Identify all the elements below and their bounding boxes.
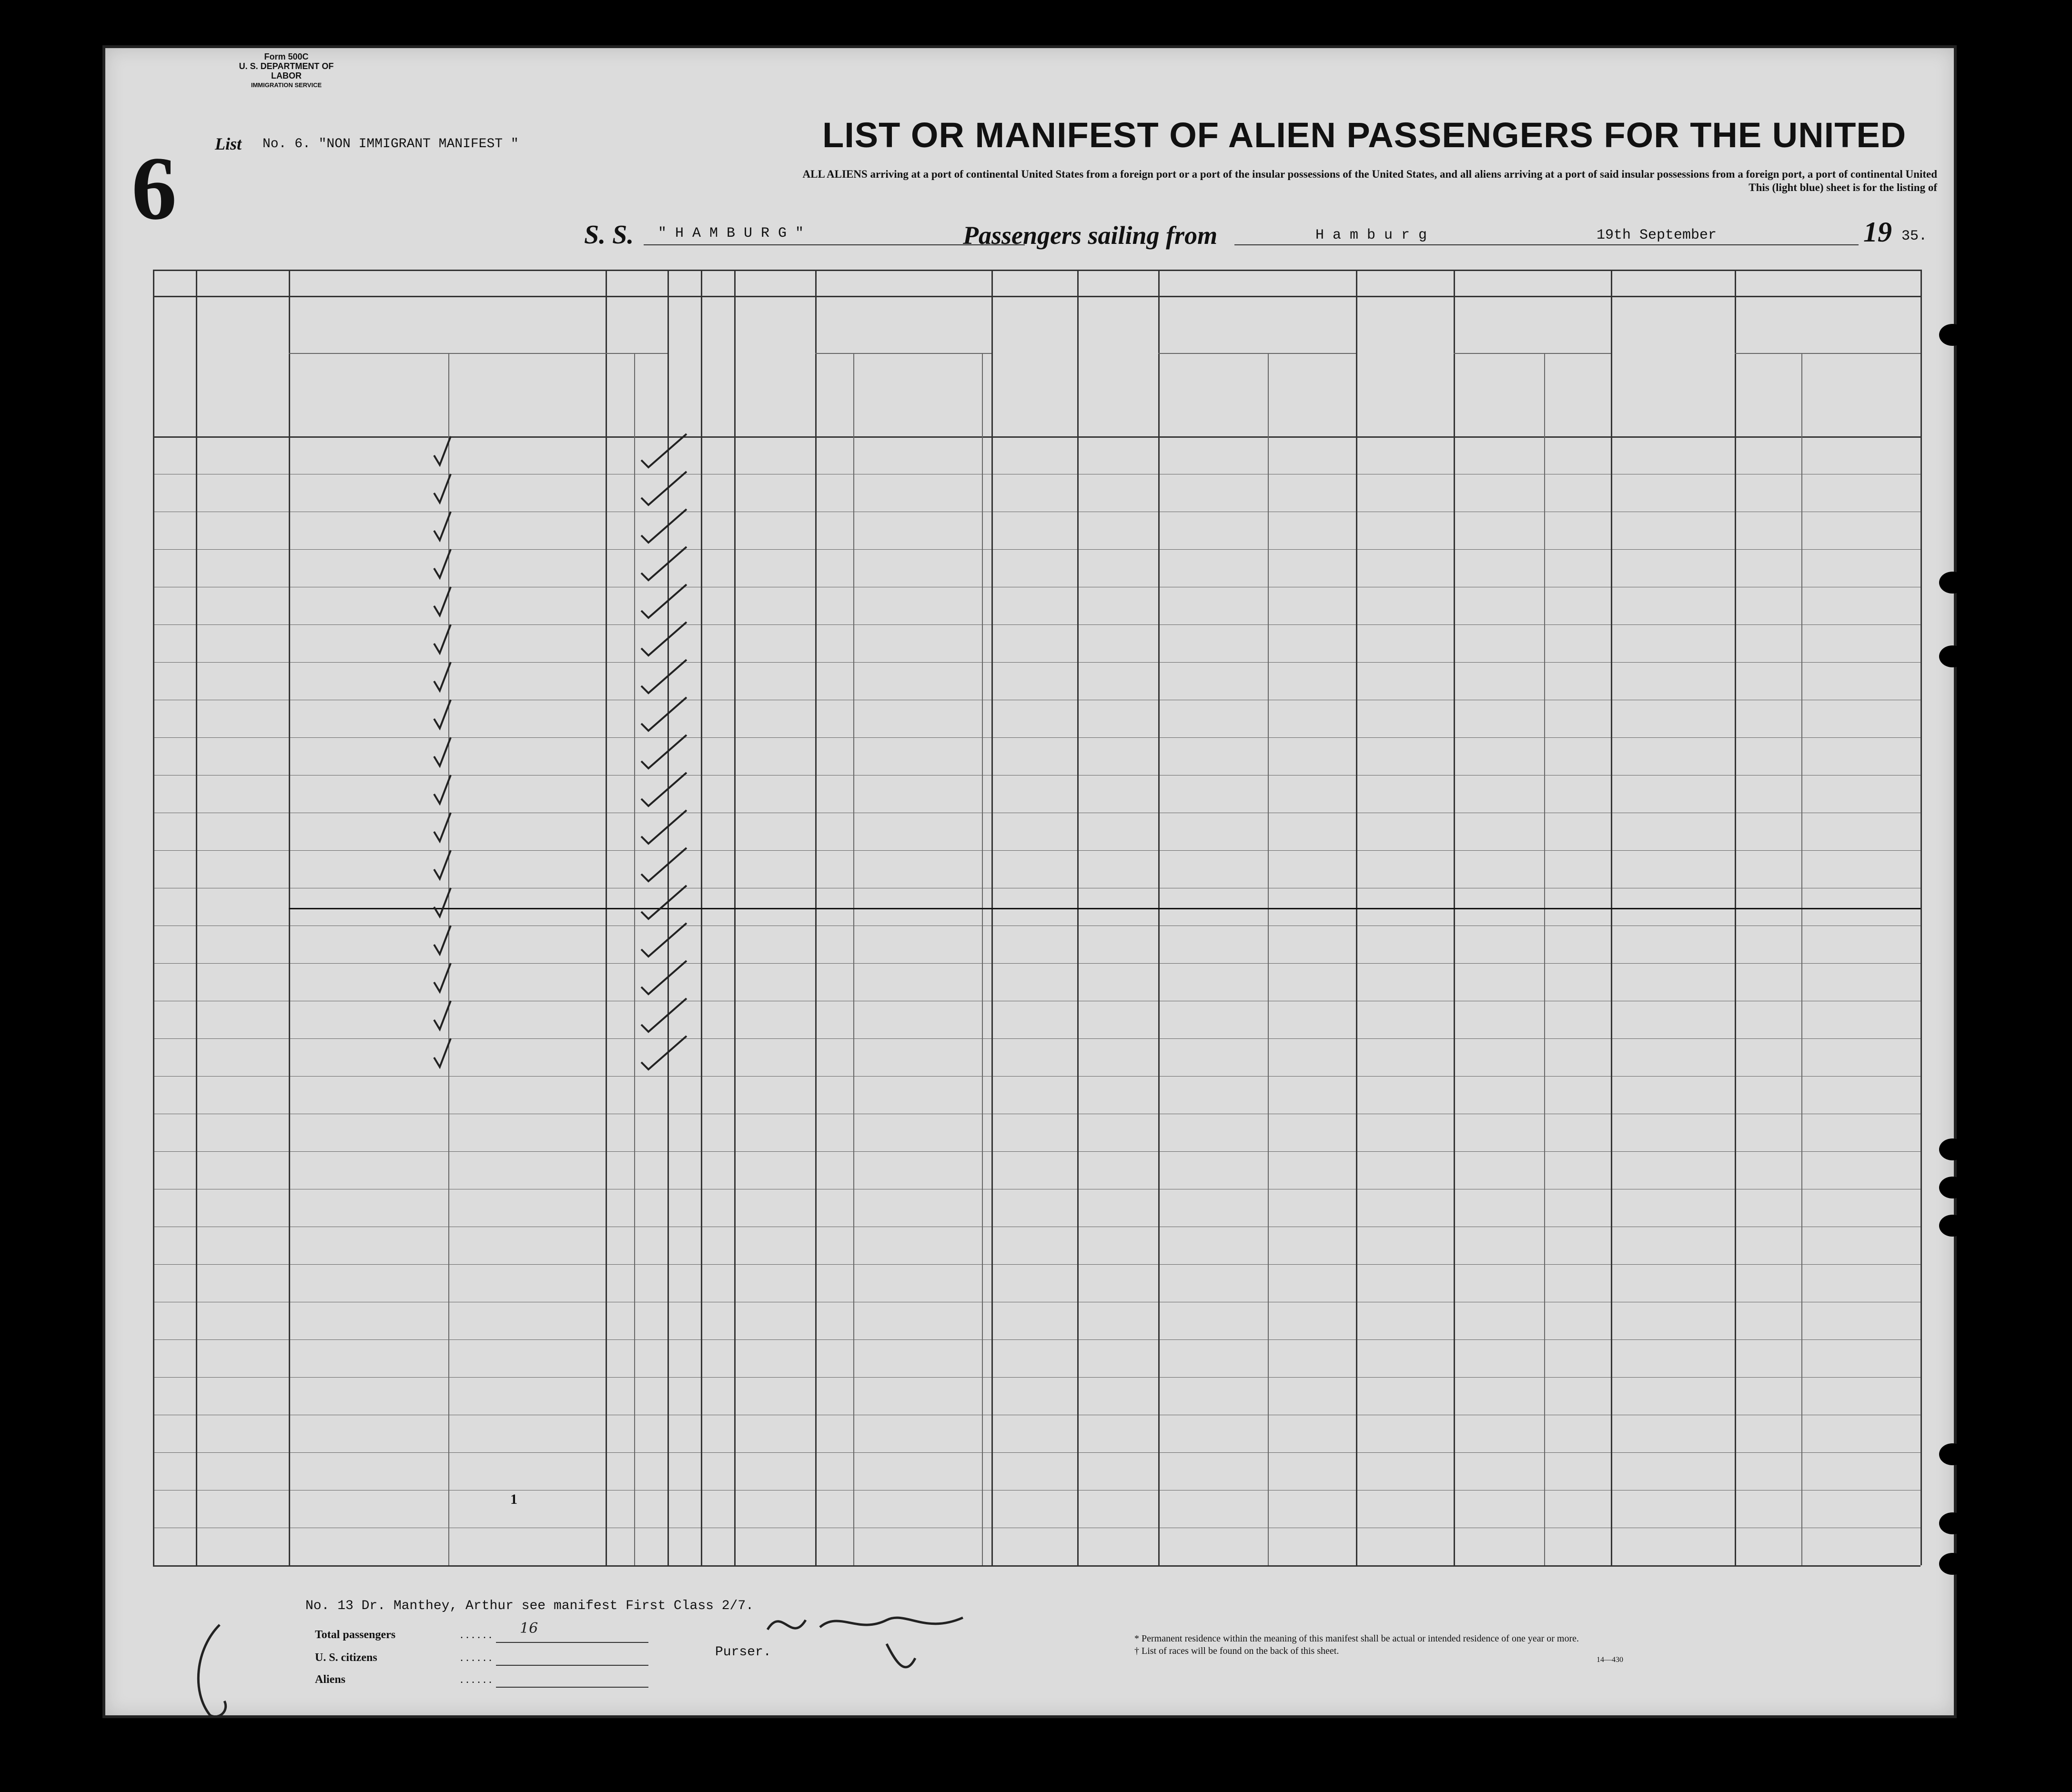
- row-line: [153, 1038, 1920, 1039]
- purser-label: Purser.: [715, 1645, 771, 1660]
- age-sub-line: [606, 353, 667, 354]
- binder-hole: [1939, 645, 1966, 667]
- list-text: No. 6. "NON IMMIGRANT MANIFEST ": [263, 137, 519, 151]
- column-line: [815, 270, 817, 1565]
- row-line: [153, 1339, 1920, 1340]
- column-line: [1356, 270, 1357, 1565]
- sailing-date: 19th September: [1597, 227, 1717, 243]
- margin-mark: [177, 1620, 253, 1725]
- form-header: [224, 52, 348, 90]
- residence-sub-line: [1735, 353, 1920, 354]
- manifest-sheet: Form 500C U. S. DEPARTMENT OF LABOR IMMIGRATION SERVICE 6 List No. 6. "NON IMMIGRANT MANIFEST " LIST OR MANIFEST OF ALIEN PASSENGERS FOR THE UNITED ALL ALIENS arriving at a port of continental United States from a foreign port or a port of the insular possessions of the United States, and all aliens arriving at a port of said insular possessions from a foreign port, a port of continental United This (light blue) sheet is for the listing of S. S. " H A M B U R G " Passengers sailing from H a m b u r g 19th September 19 35. No. 13 Dr. Manthey, Arthur see manifest First Class 2/7. Total passengers . . . . . . 16 U. S. citizens . . . . . . Aliens . . . . . . Purser. * Permanent residence within the meaning of this manifest shall be actual or intended residence of one year or more. † List of races will be found on the back of this sheet. 14—430 1: [102, 45, 1957, 1718]
- service: IMMIGRATION SERVICE: [251, 81, 322, 89]
- name-sub-line: [289, 353, 606, 354]
- year-suffix: 35.: [1901, 228, 1928, 244]
- column-line: [1611, 270, 1612, 1565]
- column-line: [606, 270, 607, 1565]
- port-name: H a m b u r g: [1315, 227, 1427, 243]
- footnote-2: † List of races will be found on the back of this sheet.: [1134, 1646, 1339, 1656]
- birth-sub-line: [1158, 353, 1356, 354]
- binder-hole: [1939, 1177, 1966, 1198]
- binder-hole: [1939, 1553, 1966, 1575]
- binder-hole: [1939, 1138, 1966, 1160]
- aliens-line: [496, 1687, 648, 1688]
- row-line: [153, 1452, 1920, 1453]
- subcolumn-line: [1801, 353, 1802, 1565]
- column-line: [1920, 270, 1922, 1565]
- form-code: 14—430: [1597, 1656, 1623, 1664]
- table-border: [153, 1565, 1920, 1567]
- table-border: [153, 270, 1920, 271]
- column-line: [991, 270, 993, 1565]
- total-line: [496, 1642, 648, 1643]
- subcolumn-line: [853, 353, 854, 1565]
- row-line: [153, 963, 1920, 964]
- column-line: [1077, 270, 1079, 1565]
- column-line: [196, 270, 197, 1565]
- issued-sub-line: [1454, 353, 1611, 354]
- subtitle-2: This (light blue) sheet is for the listing of: [1749, 181, 1937, 193]
- aliens-label: Aliens: [315, 1673, 346, 1686]
- column-line: [1454, 270, 1455, 1565]
- table-border: [153, 436, 1920, 438]
- us-citizens-label: U. S. citizens: [315, 1651, 377, 1664]
- list-label: List: [215, 134, 242, 153]
- row-line: [153, 737, 1920, 738]
- purser-signature: [763, 1601, 1011, 1687]
- row-line: [153, 1151, 1920, 1152]
- able-sub-line: [815, 353, 991, 354]
- total-passengers-label: Total passengers: [315, 1629, 396, 1641]
- binder-hole: [1939, 324, 1966, 346]
- binder-hole: [1939, 572, 1966, 594]
- binder-hole: [1939, 1215, 1966, 1237]
- table-border: [153, 296, 1920, 297]
- strike-through-line: [289, 908, 1920, 909]
- subtitle: ALL ALIENS arriving at a port of continental United States from a foreign port or a port of the insular possessions of the United States, and all aliens arriving at a port of said insular possessions from a foreign port, a port of continental United: [802, 168, 1937, 180]
- binder-hole: [1939, 1512, 1966, 1534]
- form-number: Form 500C: [264, 52, 309, 61]
- total-passengers-value: 16: [520, 1620, 538, 1637]
- date-underline: [1582, 244, 1859, 245]
- column-line: [667, 270, 669, 1565]
- row-line: [153, 624, 1920, 625]
- page-stamp: 1: [510, 1491, 517, 1507]
- sailing-label: Passengers sailing from: [963, 221, 1218, 250]
- footnote-1: * Permanent residence within the meaning of this manifest shall be actual or intended residence of one year or more.: [1134, 1633, 1579, 1644]
- handwritten-check-marks: [105, 48, 1963, 1715]
- row-line: [153, 662, 1920, 663]
- row-line: [153, 1264, 1920, 1265]
- column-line: [1735, 270, 1736, 1565]
- column-line: [289, 270, 290, 1565]
- ship-name: " H A M B U R G ": [658, 225, 804, 242]
- ss-label: S. S.: [584, 220, 634, 250]
- subcolumn-line: [634, 353, 635, 1565]
- citizens-line: [496, 1665, 648, 1666]
- big-list-number: 6: [131, 139, 177, 239]
- column-line: [1158, 270, 1160, 1565]
- row-line: [153, 549, 1920, 550]
- row-line: [153, 1076, 1920, 1077]
- subcolumn-line: [982, 353, 983, 1565]
- header-married: [703, 353, 732, 443]
- row-line: [153, 1377, 1920, 1378]
- year-prefix: 19: [1863, 216, 1892, 248]
- column-line: [153, 270, 154, 1565]
- subcolumn-line: [448, 353, 449, 1565]
- binder-hole: [1939, 1443, 1966, 1465]
- row-line: [153, 850, 1920, 851]
- department: U. S. DEPARTMENT OF LABOR: [239, 61, 334, 81]
- column-line: [734, 270, 736, 1565]
- subcolumn-line: [1268, 353, 1269, 1565]
- column-line: [701, 270, 702, 1565]
- page-title: LIST OR MANIFEST OF ALIEN PASSENGERS FOR THE UNITED: [822, 115, 1907, 155]
- footer-note: No. 13 Dr. Manthey, Arthur see manifest First Class 2/7.: [305, 1599, 754, 1613]
- subcolumn-line: [1544, 353, 1545, 1565]
